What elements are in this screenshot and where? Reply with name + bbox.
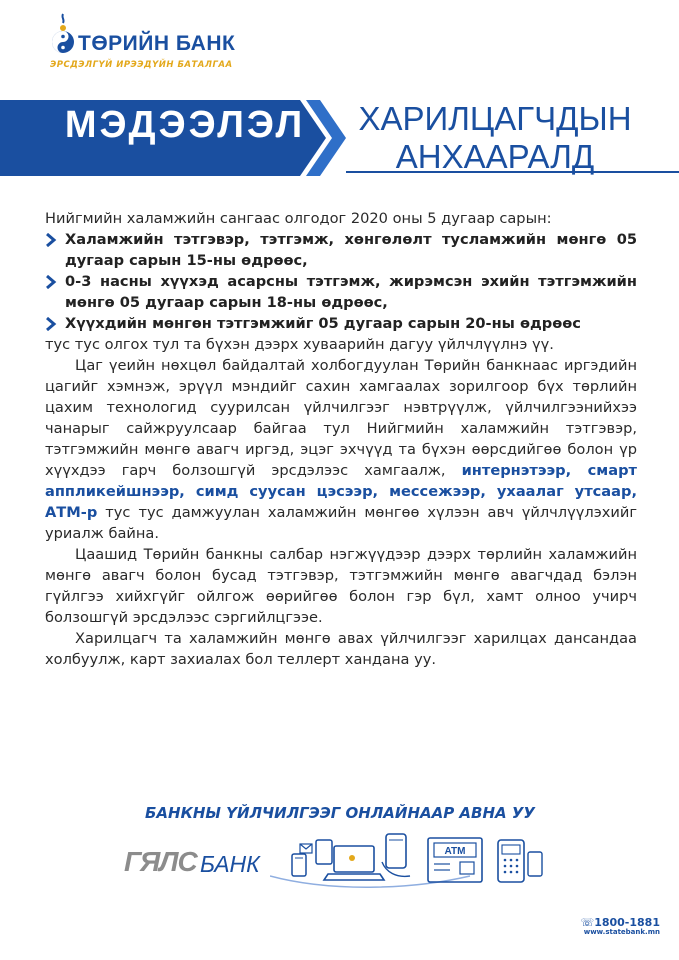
bank-tagline: ЭРСДЭЛГҮЙ ИРЭЭДҮЙН БАТАЛГАА xyxy=(50,60,233,70)
tablet-icon xyxy=(316,840,332,864)
gls-logo-part2: БАНК xyxy=(200,851,260,877)
hotline-number: ☏1800-1881 xyxy=(580,916,660,929)
chevron-bullet-icon xyxy=(45,275,57,289)
gls-logo-part1: ГЯЛС xyxy=(124,846,197,877)
paragraph-branches: Цаашид Төрийн банкны салбар нэгжүүдээр дээрх төрлийн халамжийн мөнгө авагч болон бусад тэтгэвэр, тэтгэмжийн мөнгө авагчдад бэлэн гүйлгээ хийхгүйг ойлгож өөрийгөө болон гэр бүл, хамт олноо учирч болзошгүй эрсдэлээс сэргийлцгээе. xyxy=(45,546,637,626)
digital-channels-illustration xyxy=(270,832,570,892)
bullet-item xyxy=(45,271,637,313)
bank-name: ТӨРИЙН БАНК xyxy=(78,32,236,55)
banner-label: МЭДЭЭЛЭЛ xyxy=(64,104,306,146)
bullet-item xyxy=(45,313,637,334)
website-link[interactable]: www.statebank.mn xyxy=(583,928,660,936)
message-icon xyxy=(300,844,312,853)
chevron-bullet-icon xyxy=(45,233,57,247)
bullet-text: Халамжийн тэтгэвэр, тэтгэмж, хөнгөлөлт тусламжийн мөнгө 05 дугаар сарын 15-ны өдрөөс, xyxy=(65,231,637,269)
soyombo-emblem-icon xyxy=(50,12,76,56)
online-slogan: БАНКНЫ ҮЙЛЧИЛГЭЭГ ОНЛАЙНААР АВНА УУ xyxy=(144,804,535,822)
bank-logo xyxy=(50,12,290,72)
atm-label: ATM xyxy=(444,846,466,857)
atm-machine-icon xyxy=(428,838,482,882)
gls-bank-logo xyxy=(124,846,274,880)
banner-title-line1: ХАРИЛЦАГЧДЫН xyxy=(358,100,632,137)
laptop-icon xyxy=(324,846,384,880)
hotline-block xyxy=(560,916,660,936)
mobile-phone-icon xyxy=(292,854,306,876)
paragraph-account: Харилцагч та халамжийн мөнгө авах үйлчилгээг харилцах дансандаа холбуулж, карт захиалах бол теллерт хандана уу. xyxy=(45,630,637,668)
intro-text: Нийгмийн халамжийн сангаас олгодог 2020 оны 5 дугаар сарын: xyxy=(45,210,552,227)
paragraph-text: тус тус дамжуулан халамжийн мөнгөө хүлээн авч үйлчлүүлэхийг уриалж байна. xyxy=(45,504,637,542)
paragraph-services xyxy=(45,355,637,544)
smartphone-icon xyxy=(382,834,410,876)
banner-title-line2: АНХААРАЛД xyxy=(395,138,595,175)
bullet-item xyxy=(45,229,637,271)
channels-highlight: интернэтээр, смарт аппликейшнээр, симд суусан цэсээр, мессежээр, ухаалаг утсаар, АТМ-р xyxy=(45,462,637,521)
bank-card-icon xyxy=(528,852,542,876)
paragraph-text: Цаг үеийн нөхцөл байдалтай холбогдуулан Төрийн банкнаас иргэдийн цагийг хэмнэж, эрүүл мэндийг сахин хамгаалах зорилгоор бүх төрлийн цахим технологид суурилсан үйлчилгээг нэвтрүүлж, үйлчилгээнийхээ чанарыг сайжруулсаар байгаа тул Нийгмийн халамжийн тэтгэвэр, тэтгэмжийн мөнгө авагч иргэд, эцэг эхчүүд та бүхэн өөрсдийгөө болон үр хүүхдээ гарч болзошгүй эрсдэлээс хамгаалж, xyxy=(45,357,637,479)
bullet-text: 0-3 насны хүүхэд асарсны тэтгэмж, жирэмсэн эхийн тэтгэмжийн мөнгө 05 дугаар сарын 18-ны өдрөөс, xyxy=(65,273,637,311)
chevron-bullet-icon xyxy=(45,317,57,331)
after-bullets-text: тус тус олгох тул та бүхэн дээрх хуваарийн дагуу үйлчлүүлнэ үү. xyxy=(45,336,554,353)
notice-body xyxy=(45,208,637,670)
banner-title xyxy=(340,100,650,176)
bullet-text: Хүүхдийн мөнгөн тэтгэмжийг 05 дугаар сарын 20-ны өдрөөс xyxy=(65,315,581,332)
pos-terminal-icon xyxy=(498,840,524,882)
